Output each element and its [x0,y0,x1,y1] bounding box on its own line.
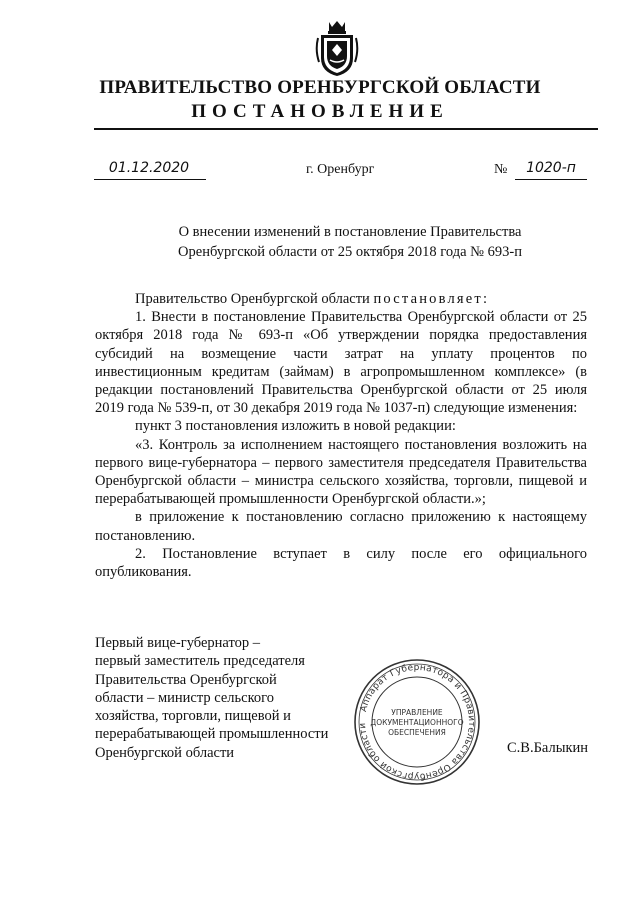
signer-position-line: хозяйства, торговли, пищевой и [95,708,291,725]
government-title: ПРАВИТЕЛЬСТВО ОРЕНБУРГСКОЙ ОБЛАСТИ [99,77,541,98]
document-subject [0,222,640,262]
signer-position-line: Оренбургской области [95,744,235,761]
subject-line: Оренбургской области от 25 октября 2018 года № 693-п [178,244,522,260]
body-item-1-sub-1: пункт 3 постановления изложить в новой редакции: [135,418,456,435]
stamp-center-line: ДОКУМЕНТАЦИОННОГО [370,718,464,727]
signer-name: С.В.Балыкин [507,740,589,756]
date-underline [94,179,206,180]
header-divider [94,128,598,130]
document-body [95,290,587,581]
document-date: 01.12.2020 [108,160,190,176]
body-intro [95,290,587,308]
coat-of-arms-icon [314,20,360,78]
number-sign: № [494,162,508,177]
body-item-1-sub-2: в приложение к постановлению согласно приложению к настоящему постановлению. [95,509,587,544]
intro-decree-word: постановляет: [373,291,490,307]
signer-position-line: области – министр сельского [95,689,274,706]
body-item-1: 1. Внести в постановление Правительства Оренбургской области от 25 октября 2018 года № 693-п «Об утверждении порядка предоставления субсидий на возмещение части затрат на уплату процентов по инвестиционным кредитам (займам) в агропромышленном комплексе» (в редакции постановлений Правительства Оренбургской области от 25 июля 2019 года № 539-п, от 30 декабря 2019 года № 1037-п) следующие изменения: [95,309,587,417]
signer-position-line: перерабатывающей промышленности [95,726,329,743]
official-stamp [352,657,482,787]
document-city: г. Оренбург [306,162,375,177]
signer-position [95,634,355,762]
signer-position-line: Первый вице-губернатор – [95,635,260,651]
document-number: 1020-п [526,160,576,176]
body-item-1-quote: «3. Контроль за исполнением настоящего постановления возложить на первого вице-губернатора – первого заместителя председателя Правительства Оренбургской области – министра сельского хозяйства, торговли, пищевой и перерабатывающей промышленности Оренбургской области.»; [95,436,587,508]
signer-position-line: первый заместитель председателя [95,653,305,670]
body-item-2: 2. Постановление вступает в силу после его официального опубликования. [95,545,587,581]
stamp-ring-text: Аппарат Губернатора и Правительства Оренбургской области [357,662,477,782]
document-meta [0,160,640,182]
stamp-center-line: ОБЕСПЕЧЕНИЯ [388,728,446,737]
number-underline [515,179,587,180]
signer-position-line: Правительства Оренбургской [95,671,277,688]
document-type: ПОСТАНОВЛЕНИЕ [191,101,449,122]
stamp-center-line: УПРАВЛЕНИЕ [391,708,443,717]
subject-line: О внесении изменений в постановление Правительства [178,224,522,240]
intro-prefix: Правительство Оренбургской области [135,291,374,307]
